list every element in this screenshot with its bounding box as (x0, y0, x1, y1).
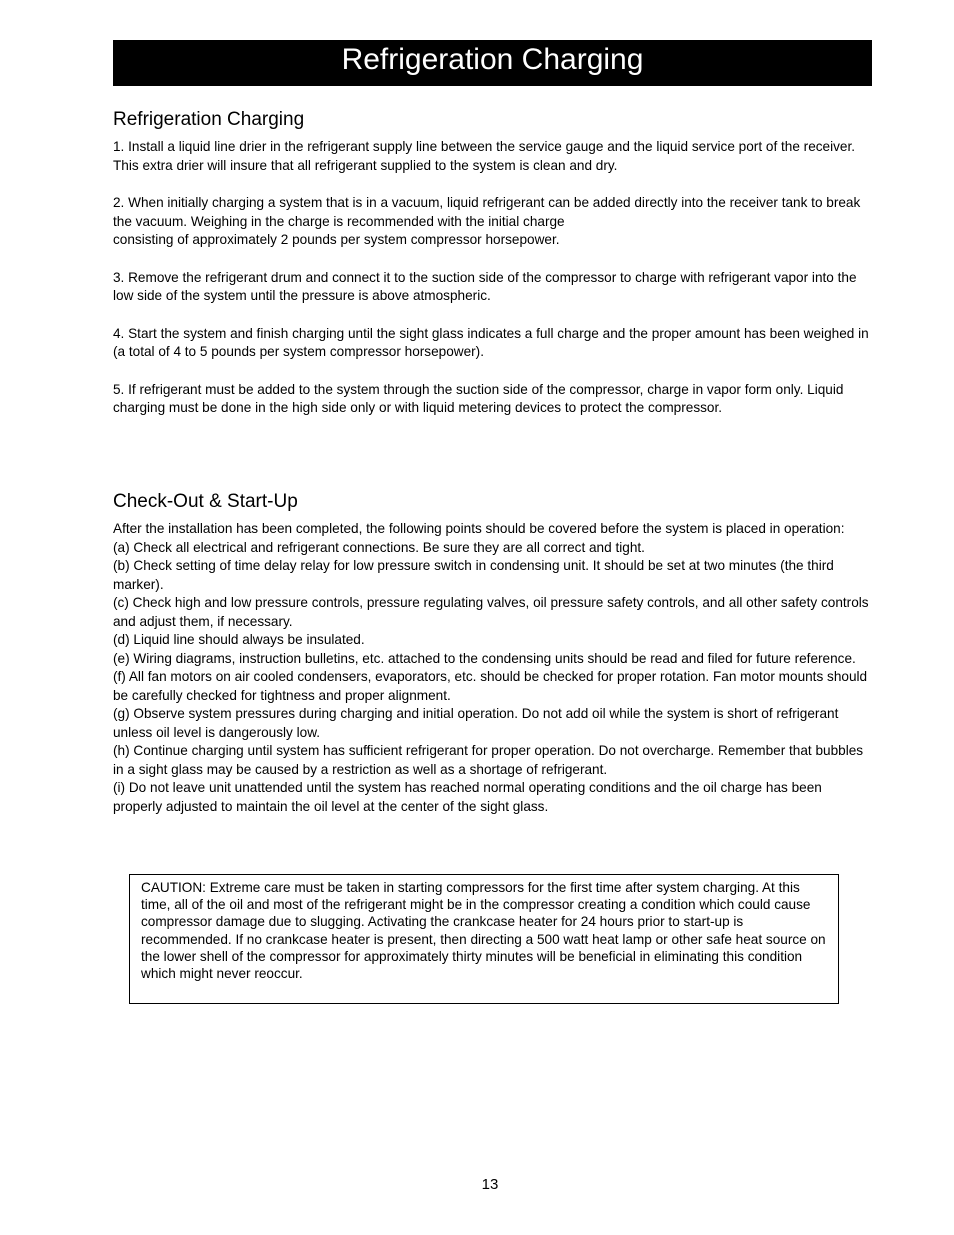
checkout-list (113, 520, 871, 816)
checkout-item-e: (e) Wiring diagrams, instruction bulletins, etc. attached to the condensing units should be read and filed for future reference. (113, 650, 856, 666)
page-number: 13 (481, 1176, 499, 1193)
step-2-text: 2. When initially charging a system that is in a vacuum, liquid refrigerant can be added directly into the receiver tank to break the vacuum. Weighing in the charge is recommended with the initial charge (113, 195, 861, 229)
step-4: 4. Start the system and finish charging until the sight glass indicates a full charge and the proper amount has been weighed in (a total of 4 to 5 pounds per system compressor horsepower). (113, 325, 869, 359)
checkout-item-d: (d) Liquid line should always be insulated. (113, 632, 365, 647)
step-2-continuation: consisting of approximately 2 pounds per system compressor horsepower. (113, 232, 560, 247)
page-title: Refrigeration Charging (113, 40, 872, 86)
checkout-item-c: (c) Check high and low pressure controls, pressure regulating valves, oil pressure safety controls, and all other safety controls and adjust them, if necessary. (113, 595, 869, 629)
section-heading-refrigeration-charging: Refrigeration Charging (113, 109, 305, 130)
checkout-item-a: (a) Check all electrical and refrigerant connections. Be sure they are all correct and tight. (113, 539, 645, 555)
step-1: 1. Install a liquid line drier in the refrigerant supply line between the service gauge and the liquid service port of the receiver. This extra drier will insure that all refrigerant supplied to the system is clean and dry. (113, 139, 856, 173)
checkout-item-i: (i) Do not leave unit unattended until the system has reached normal operating conditions and the oil charge has been properly adjusted to maintain the oil level at the center of the sight glass. (113, 780, 822, 814)
step-2 (113, 194, 871, 250)
step-3: 3. Remove the refrigerant drum and connect it to the suction side of the compressor to charge with refrigerant vapor into the low side of the system until the pressure is above atmospheric. (113, 269, 857, 303)
section-heading-checkout-startup: Check-Out & Start-Up (113, 491, 298, 512)
checkout-item-g: (g) Observe system pressures during charging and initial operation. Do not add oil while the system is short of refrigerant unless oil level is dangerously low. (113, 706, 839, 740)
checkout-intro: After the installation has been completed, the following points should be covered before the system is placed in operation: (113, 521, 845, 536)
charging-steps (113, 138, 871, 437)
checkout-item-f: (f) All fan motors on air cooled condensers, evaporators, etc. should be checked for proper rotation. Fan motor mounts should be carefully checked for tightness and proper alignment. (113, 669, 868, 703)
checkout-item-b: (b) Check setting of time delay relay for low pressure switch in condensing unit. It should be set at two minutes (the third marker). (113, 558, 834, 592)
checkout-item-h: (h) Continue charging until system has sufficient refrigerant for proper operation. Do not overcharge. Remember that bubbles in a sight glass may be caused by a restriction as well as a shortage of refrigerant. (113, 743, 864, 777)
step-5: 5. If refrigerant must be added to the system through the suction side of the compressor, charge in vapor form only. Liquid charging must be done in the high side only or with liquid metering devices to protect the compressor. (113, 381, 844, 415)
caution-text: CAUTION: Extreme care must be taken in starting compressors for the first time after system charging. At this time, all of the oil and most of the refrigerant might be in the compressor creating a condition which could cause compressor damage due to slugging. Activating the crankcase heater for 24 hours prior to start-up is recommended. If no crankcase heater is present, then directing a 500 watt heat lamp or other safe heat source on the lower shell of the compressor for approximately thirty minutes will be beneficial in eliminating this condition which might never reoccur. (141, 880, 826, 982)
caution-box (129, 874, 839, 1004)
